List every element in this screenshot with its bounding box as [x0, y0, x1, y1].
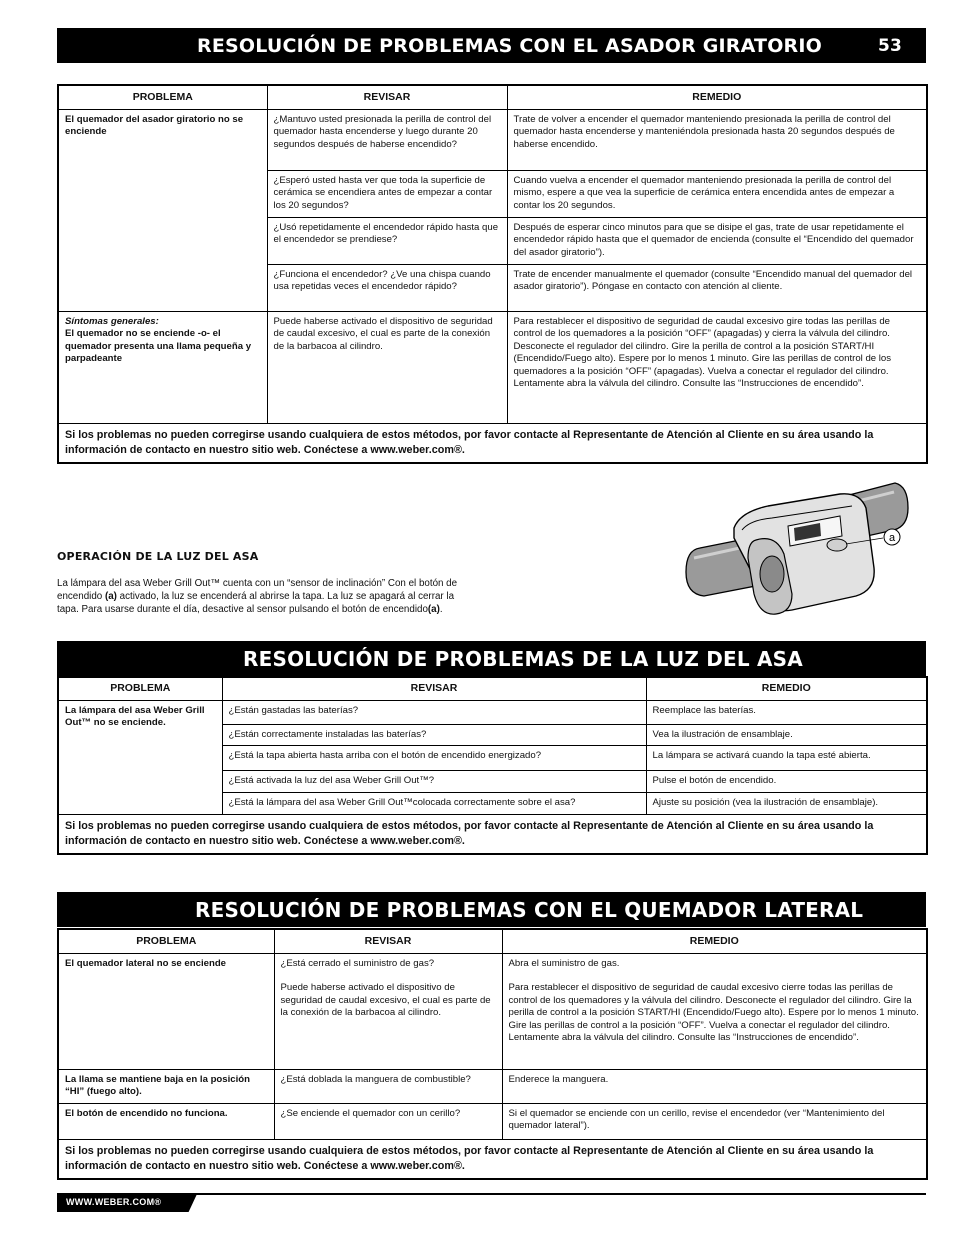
table-footer-note: Si los problemas no pueden corregirse usando cualquiera de estos métodos, por favor contacte al Representante de Atención al Cliente en su área usando la información de contacto en nuestro sitio web. Conéctese a www.weber.com®. [58, 814, 927, 854]
table-row [58, 1069, 927, 1103]
table-footer-note: Si los problemas no pueden corregirse usando cualquiera de estos métodos, por favor contacte al Representante de Atención al Cliente en su área usando la información de contacto en nuestro sitio web. Conéctese a www.weber.com®. [58, 423, 927, 463]
callout-label: a [888, 532, 896, 544]
table-row [58, 953, 927, 1069]
table-row [58, 700, 927, 724]
remedy-text: Para restablecer el dispositivo de seguridad de caudal excesivo cierre todas las perillas de control de los quemadores y la válvula del cilindro. Desconecte el regulador del cilindro. Gire la perilla de control a la posición START/HI (Encendido/Fuego alto). Espere por lo menos 1 minuto. Gire las perillas de control a la posición “OFF”. Vuelva a conectar el regulador del cilindro. Lentamente abra la válvula del cilindro. Consulte las “Instrucciones de encendido”. [508, 982, 919, 1044]
remedy-cell: Pulse el botón de encendido. [646, 771, 927, 793]
handle-light-illustration [680, 478, 920, 628]
remedy-cell: Vea la ilustración de ensamblaje. [646, 724, 927, 746]
check-cell: ¿Está doblada la manguera de combustible? [274, 1069, 502, 1103]
column-header: REVISAR [222, 677, 646, 700]
problem-cell: El quemador lateral no se enciende [58, 953, 274, 1069]
problem-text: El quemador no se enciende -o- el quemador presenta una llama pequeña y parpadeante [65, 328, 252, 365]
column-header: PROBLEMA [58, 929, 274, 953]
remedy-cell: Ajuste su posición (vea la ilustración de ensamblaje). [646, 793, 927, 815]
remedy-cell: La lámpara se activará cuando la tapa esté abierta. [646, 746, 927, 771]
section-banner-handle-light [57, 641, 926, 676]
rotisserie-troubleshooting-table [57, 84, 928, 464]
button-ref: (a) [427, 603, 440, 615]
operation-paragraph [57, 578, 477, 616]
check-cell [274, 953, 502, 1069]
remedy-text: Abra el suministro de gas. [508, 957, 620, 969]
column-header: REVISAR [267, 85, 507, 109]
check-cell: ¿Se enciende el quemador con un cerillo? [274, 1103, 502, 1139]
problem-cell: El botón de encendido no funciona. [58, 1103, 274, 1139]
check-cell: Puede haberse activado el dispositivo de seguridad de caudal excesivo, el cual es parte de la conexión de la barbacoa al cilindro. [267, 311, 507, 423]
remedy-cell: Trate de encender manualmente el quemador (consulte “Encendido manual del quemador del asador giratorio”). Póngase en contacto con atención al cliente. [507, 264, 927, 311]
problem-cell: El quemador del asador giratorio no se enciende [58, 109, 267, 311]
table-row [58, 311, 927, 423]
check-cell: ¿Están gastadas las baterías? [222, 700, 646, 724]
remedy-cell: Enderece la manguera. [502, 1069, 927, 1103]
check-cell: ¿Está la lámpara del asa Weber Grill Out™colocada correctamente sobre el asa? [222, 793, 646, 815]
button-ref: (a) [104, 590, 117, 602]
side-burner-troubleshooting-table [57, 928, 928, 1180]
check-cell: ¿Está la tapa abierta hasta arriba con el botón de encendido energizado? [222, 746, 646, 771]
column-header: REMEDIO [502, 929, 927, 953]
problem-label-italic: Síntomas generales: [65, 315, 159, 327]
column-header: PROBLEMA [58, 85, 267, 109]
handle-light-troubleshooting-table [57, 676, 928, 855]
column-header: REMEDIO [507, 85, 927, 109]
table-row [58, 109, 927, 170]
column-header: PROBLEMA [58, 677, 222, 700]
check-cell: ¿Está activada la luz del asa Weber Grill Out™? [222, 771, 646, 793]
check-cell: ¿Usó repetidamente el encendedor rápido hasta que el encendedor se prendiese? [267, 217, 507, 264]
remedy-cell: Cuando vuelva a encender el quemador manteniendo presionada la perilla de control del mismo, espere a que vea la superficie de cerámica entera encendida antes de empezar a contar los 20 segundos. [507, 170, 927, 217]
remedy-cell: Para restablecer el dispositivo de seguridad de caudal excesivo gire todas las perillas de control de los quemadores a la posición “OFF” (apagadas) y cierra la válvula del cilindro. Desconecte el regulador del cilindro. Gire la perilla de control a la posición START/HI (Encendido/Fuego alto). Espere por lo menos 1 minuto. Gire las perillas de control de los quemadores a la posición “OFF” (apagadas). Vuelva a conectar el regulador del cilindro. Lentamente abra la válvula del cilindro. Consulte las “Instrucciones de encendido”. [507, 311, 927, 423]
check-text: Puede haberse activado el dispositivo de seguridad de caudal excesivo, el cual es parte de la conexión de la barbacoa al cilindro. [280, 982, 491, 1019]
remedy-cell [502, 953, 927, 1069]
check-cell: ¿Mantuvo usted presionada la perilla de control del quemador hasta encenderse y luego durante 20 segundos después de haberse encendido? [267, 109, 507, 170]
table-footer-note: Si los problemas no pueden corregirse usando cualquiera de estos métodos, por favor contacte al Representante de Atención al Cliente en su área usando la información de contacto en nuestro sitio web. Conéctese a www.weber.com®. [58, 1139, 927, 1179]
remedy-cell: Reemplace las baterías. [646, 700, 927, 724]
check-cell: ¿Funciona el encendedor? ¿Ve una chispa cuando usa repetidas veces el encendedor rápido? [267, 264, 507, 311]
operation-text: . [439, 603, 443, 615]
column-header: REVISAR [274, 929, 502, 953]
operation-heading: OPERACIÓN DE LA LUZ DEL ASA [57, 550, 259, 563]
section-title: RESOLUCIÓN DE PROBLEMAS DE LA LUZ DEL ASA [243, 647, 803, 671]
section-banner-rotisserie [57, 28, 926, 63]
table-row [58, 1103, 927, 1139]
section-banner-side-burner [57, 892, 926, 927]
operation-text: La lámpara del asa Weber Grill Out™ cuenta con un “sensor de inclinación” Con el botón de encendido [57, 578, 458, 602]
page-number: 53 [877, 36, 902, 56]
section-title: RESOLUCIÓN DE PROBLEMAS CON EL ASADOR GIRATORIO [197, 35, 822, 57]
column-header: REMEDIO [646, 677, 927, 700]
remedy-cell: Si el quemador se enciende con un cerillo, revise el encendedor (ver “Mantenimiento del quemador lateral”). [502, 1103, 927, 1139]
problem-cell [58, 311, 267, 423]
problem-cell: La lámpara del asa Weber Grill Out™ no se enciende. [58, 700, 222, 814]
operation-text: activado, la luz se encenderá al abrirse la tapa. La luz se apagará al cerrar la tapa. Para usarse durante el día, desactive al sensor pulsando el botón de encendido [57, 590, 455, 615]
section-title: RESOLUCIÓN DE PROBLEMAS CON EL QUEMADOR LATERAL [195, 898, 864, 922]
footer-url[interactable]: WWW.WEBER.COM® [66, 1197, 162, 1207]
check-cell: ¿Están correctamente instaladas las baterías? [222, 724, 646, 746]
check-text: ¿Está cerrado el suministro de gas? [280, 957, 435, 969]
remedy-cell: Después de esperar cinco minutos para que se disipe el gas, trate de usar repetidamente el encendedor rápido hasta que el quemador de encienda (consulte el “Encendido del quemador del asador giratorio”). [507, 217, 927, 264]
remedy-cell: Trate de volver a encender el quemador manteniendo presionada la perilla de control del quemador hasta encenderse y manteniéndola presionada hasta 20 segundos después de haberse encendido. [507, 109, 927, 170]
problem-cell: La llama se mantiene baja en la posición “HI” (fuego alto). [58, 1069, 274, 1103]
check-cell: ¿Esperó usted hasta ver que toda la superficie de cerámica se encendiera antes de empezar a contar los 20 segundos? [267, 170, 507, 217]
